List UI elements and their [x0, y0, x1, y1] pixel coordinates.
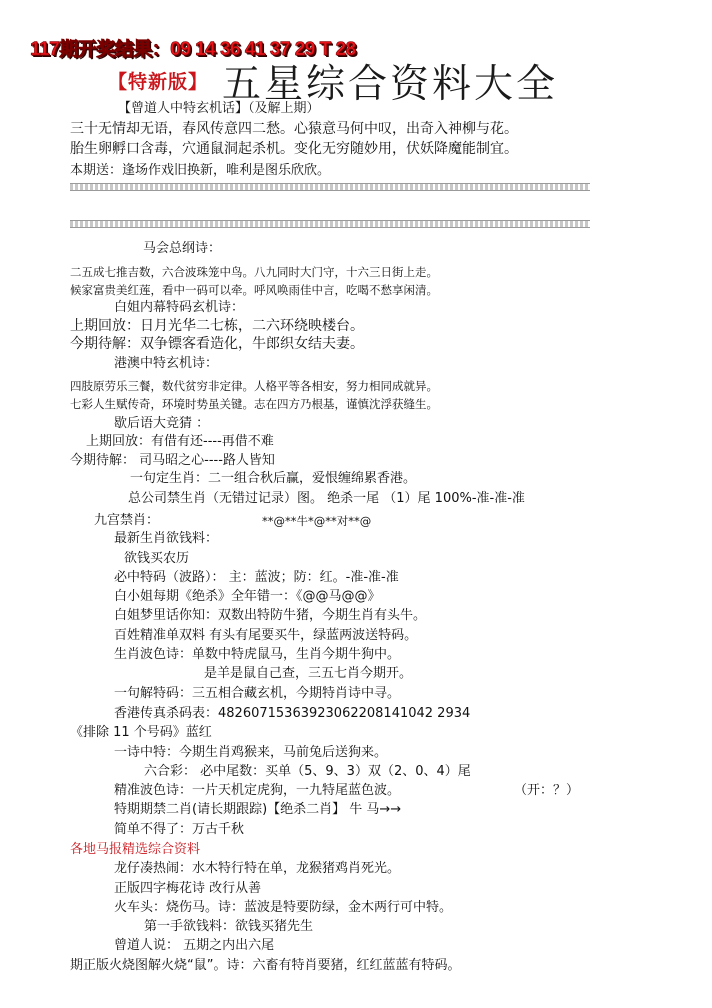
riddle-line: 欲钱买农历	[124, 551, 190, 566]
poem-line: 三十无情却无语，春风传意四二愁。心猿意马何中叹，出奇入神柳与花。	[70, 121, 518, 137]
section-heading-horse-club: 马会总纲诗：	[143, 241, 222, 256]
banned-two-zodiac-line: 特期期禁二肖(请长期跟踪)【绝杀二肖】 牛 马→→	[114, 802, 402, 817]
poem-line: 胎生卵孵口含毒，穴通鼠洞起杀机。变化无穷随妙用，伏妖降魔能制宜。	[70, 141, 518, 157]
poem-line: 二五成七推吉数，六合波珠笼中鸟。八九同时大门守，十六三日街上走。	[70, 265, 438, 279]
section-heading-regional: 各地马报精选综合资料	[70, 842, 201, 857]
this-period-line: 今期待解： 司马昭之心----路人皆知	[70, 453, 275, 468]
section-heading-latest-zodiac: 最新生肖欲钱料：	[114, 531, 219, 546]
dream-line: 白姐梦里话你知：双数出特防牛猪，今期生肖有头牛。	[114, 608, 427, 623]
separator-line	[70, 220, 590, 228]
odd-even-line: 百姓精准单双料 有头有尾要买牛，绿蓝两波送特码。	[114, 628, 418, 643]
zodiac-color-line: 是羊是鼠自己查，三五七肖今期开。	[204, 666, 413, 681]
simple-line: 简单不得了：万古千秋	[114, 822, 245, 837]
this-period-line: 本期送：逢场作戏旧换新，唯利是图乐欣欣。	[70, 163, 331, 178]
section-heading-white-sister: 白姐内幕特码玄机诗：	[114, 300, 245, 315]
mark-six-tail-line: 六合彩： 必中尾数：买单（5、9、3）双（2、0、4）尾	[144, 764, 471, 779]
wave-color-poem: 精准波色诗：一片天机定虎狗，一九特尾蓝色波。	[114, 783, 401, 798]
fire-picture-line: 期正版火烧图解火烧“鼠”。诗：六畜有特肖要猪，红红蓝蓝有特码。	[70, 958, 461, 973]
draw-result-banner: 117期开奖结果：09 14 36 41 37 29 T 28	[30, 39, 356, 60]
page-title: 五星综合资料大全	[222, 62, 559, 107]
poem-line: 四肢原劳乐三餐，数代贫穷非定律。人格平等各相安，努力相同成就异。	[70, 379, 438, 393]
wave-color-line: 必中特码（波路）： 主：蓝波；防：红。-准-准-准	[114, 570, 399, 585]
section-heading-hk-macau: 港澳中特玄机诗：	[114, 356, 219, 371]
last-period-line: 上期回放：日月光华二七栋，二六环绕映楼台。	[70, 318, 364, 334]
kill-line: 白小姐每期《绝杀》全年错一：《@@马@@》	[114, 589, 381, 604]
plum-poem-line: 正版四字梅花诗 改行从善	[114, 881, 262, 896]
edition-badge: 【特新版】	[108, 71, 209, 93]
section-heading-zeng-daoren: 【曾道人中特玄机话】（及解上期）	[118, 101, 320, 116]
one-line-hint: 一句解特码：三五相合藏玄机，今期特肖诗中寻。	[114, 686, 401, 701]
poem-line: 七彩人生赋传奇，环境时势虽关键。志在四方乃根基，谨慎沈浮获缝生。	[70, 397, 438, 411]
poem-line: 一诗中特：今期生肖鸡猴来，马前兔后送狗来。	[114, 745, 388, 760]
separator-line	[70, 183, 590, 191]
zodiac-line: 一句定生肖：二一组合秋后赢，爱恨缠绵累香港。	[130, 471, 417, 486]
train-head-line: 火车头：烧伤马。诗：蓝波是特要防绿，金木两行可中特。	[114, 900, 453, 915]
zeng-daoren-says-line: 曾道人说： 五期之内出六尾	[114, 938, 275, 953]
banned-zodiac-line: 总公司禁生肖（无错过记录）图。 绝杀一尾 （1）尾 100%-准-准-准	[128, 491, 525, 506]
exclude-numbers-line: 《排除 11 个号码》蓝红	[70, 725, 212, 740]
nine-palace-code: **@**牛*@**对**@	[262, 514, 372, 528]
last-period-line: 上期回放：有借有还----再借不难	[86, 434, 274, 449]
section-heading-riddle: 歇后语大竞猜 ：	[114, 416, 210, 431]
zodiac-color-line: 生肖波色诗：单数中特虎鼠马，生肖今期牛狗中。	[114, 647, 401, 662]
poem-line: 候家富贵美红莲，看中一码可以牵。呼风唤雨佳中言，吃喝不愁享闲清。	[70, 283, 438, 297]
first-hand-line: 第一手欲钱料：欲钱买猪先生	[144, 919, 314, 934]
dragon-line: 龙仔凑热闹：水木特行特在单，龙猴猪鸡肖死光。	[114, 861, 401, 876]
this-period-line: 今期待解：双争镖客看造化，牛郎织女结夫妻。	[70, 336, 364, 352]
open-result-placeholder: （开：？）	[514, 783, 580, 798]
fax-kill-table: 香港传真杀码表：48260715363923062208141042 2934	[114, 706, 471, 721]
nine-palace-label: 九宫禁肖：	[94, 513, 160, 528]
